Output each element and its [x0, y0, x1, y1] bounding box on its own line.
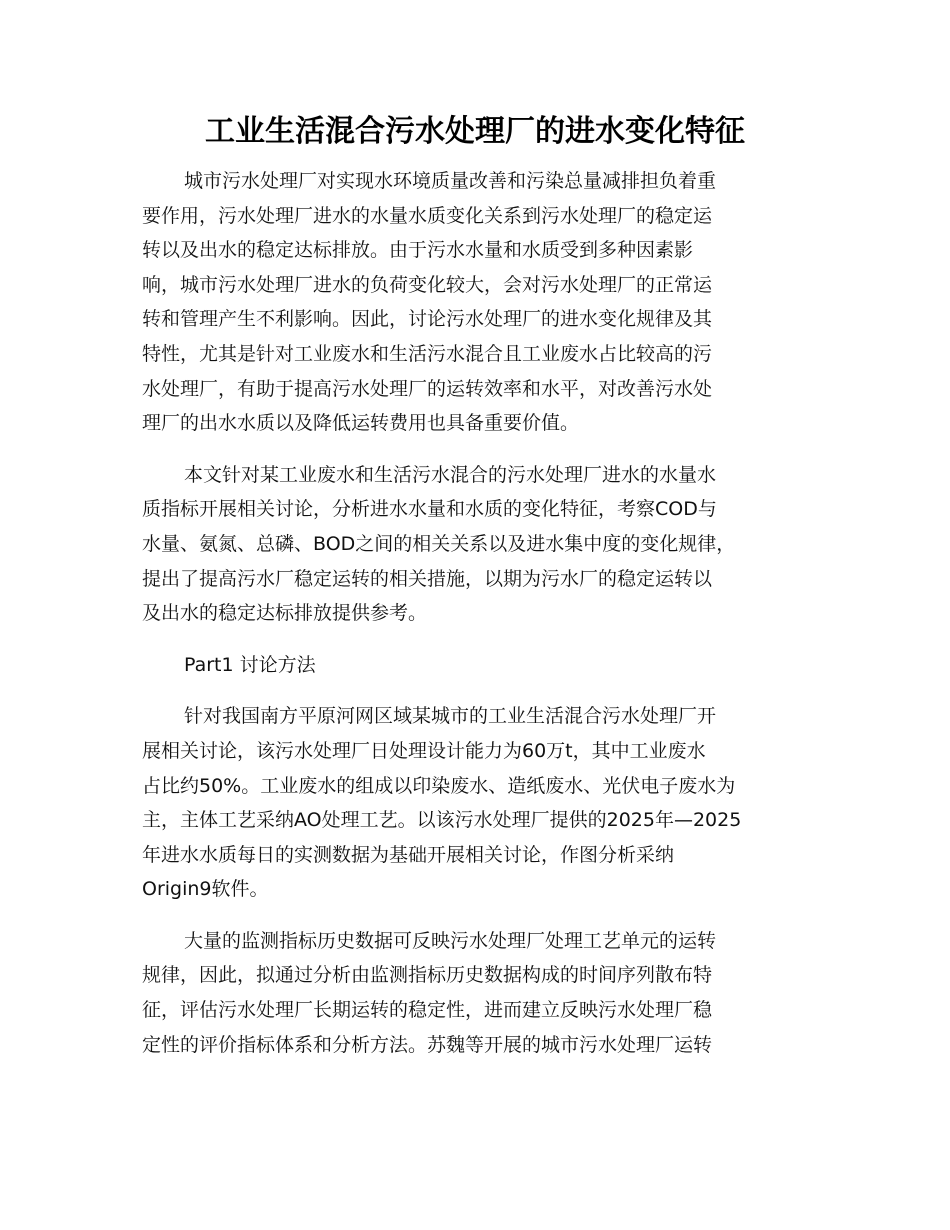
paragraph-line: 占比约50%。工业废水的组成以印染废水、造纸废水、光伏电子废水为 — [142, 774, 736, 797]
paragraph-analysis — [142, 924, 811, 1062]
paragraph-line: 征，评估污水处理厂长期运转的稳定性，进而建立反映污水处理厂稳 — [142, 999, 713, 1022]
paragraph-line: 展相关讨论，该污水处理厂日处理设计能力为60万t，其中工业废水 — [142, 739, 706, 762]
paragraph-line: 理厂的出水水质以及降低运转费用也具备重要价值。 — [142, 412, 580, 435]
paragraph-line: 响，城市污水处理厂进水的负荷变化较大，会对污水处理厂的正常运 — [142, 273, 713, 296]
paragraph-line: 主，主体工艺采纳AO处理工艺。以该污水处理厂提供的2025年—2025 — [142, 809, 742, 832]
paragraph-line: 及出水的稳定达标排放提供参考。 — [142, 602, 428, 625]
paragraph-line: 规律，因此，拟通过分析由监测指标历史数据构成的时间序列散布特 — [142, 964, 713, 987]
document-body — [142, 164, 811, 1079]
paragraph-line: 大量的监测指标历史数据可反映污水处理厂处理工艺单元的运转 — [184, 929, 717, 952]
paragraph-line: 年进水水质每日的实测数据为基础开展相关讨论，作图分析采纳 — [142, 843, 675, 866]
paragraph-line: 针对我国南方平原河网区域某城市的工业生活混合污水处理厂开 — [184, 705, 717, 728]
paragraph-purpose — [142, 458, 811, 631]
paragraph-line: 水处理厂，有助于提高污水处理厂的运转效率和水平，对改善污水处 — [142, 377, 713, 400]
paragraph-line: 水量、氨氮、总磷、BOD之间的相关关系以及进水集中度的变化规律， — [142, 532, 736, 555]
document-title: 工业生活混合污水处理厂的进水变化特征 — [205, 114, 745, 149]
paragraph-line: 要作用，污水处理厂进水的水量水质变化关系到污水处理厂的稳定运 — [142, 204, 713, 227]
paragraph-line: Origin9软件。 — [142, 878, 269, 901]
paragraph-line: 质指标开展相关讨论，分析进水水量和水质的变化特征，考察COD与 — [142, 498, 717, 521]
paragraph-line: 特性，尤其是针对工业废水和生活污水混合且工业废水占比较高的污 — [142, 342, 713, 365]
paragraph-line: 本文针对某工业废水和生活污水混合的污水处理厂进水的水量水 — [184, 463, 717, 486]
section-heading-part1 — [142, 648, 811, 683]
paragraph-line: 城市污水处理厂对实现水环境质量改善和污染总量减排担负着重 — [184, 170, 717, 192]
paragraph-intro — [142, 164, 811, 441]
section-heading-text: Part1 讨论方法 — [184, 653, 316, 676]
paragraph-method — [142, 699, 811, 907]
paragraph-line: 转以及出水的稳定达标排放。由于污水水量和水质受到多种因素影 — [142, 239, 694, 262]
paragraph-line: 提出了提高污水厂稳定运转的相关措施，以期为污水厂的稳定运转以 — [142, 567, 713, 590]
paragraph-line: 定性的评价指标体系和分析方法。苏魏等开展的城市污水处理厂运转 — [142, 1033, 713, 1056]
paragraph-line: 转和管理产生不利影响。因此，讨论污水处理厂的进水变化规律及其 — [142, 308, 713, 331]
